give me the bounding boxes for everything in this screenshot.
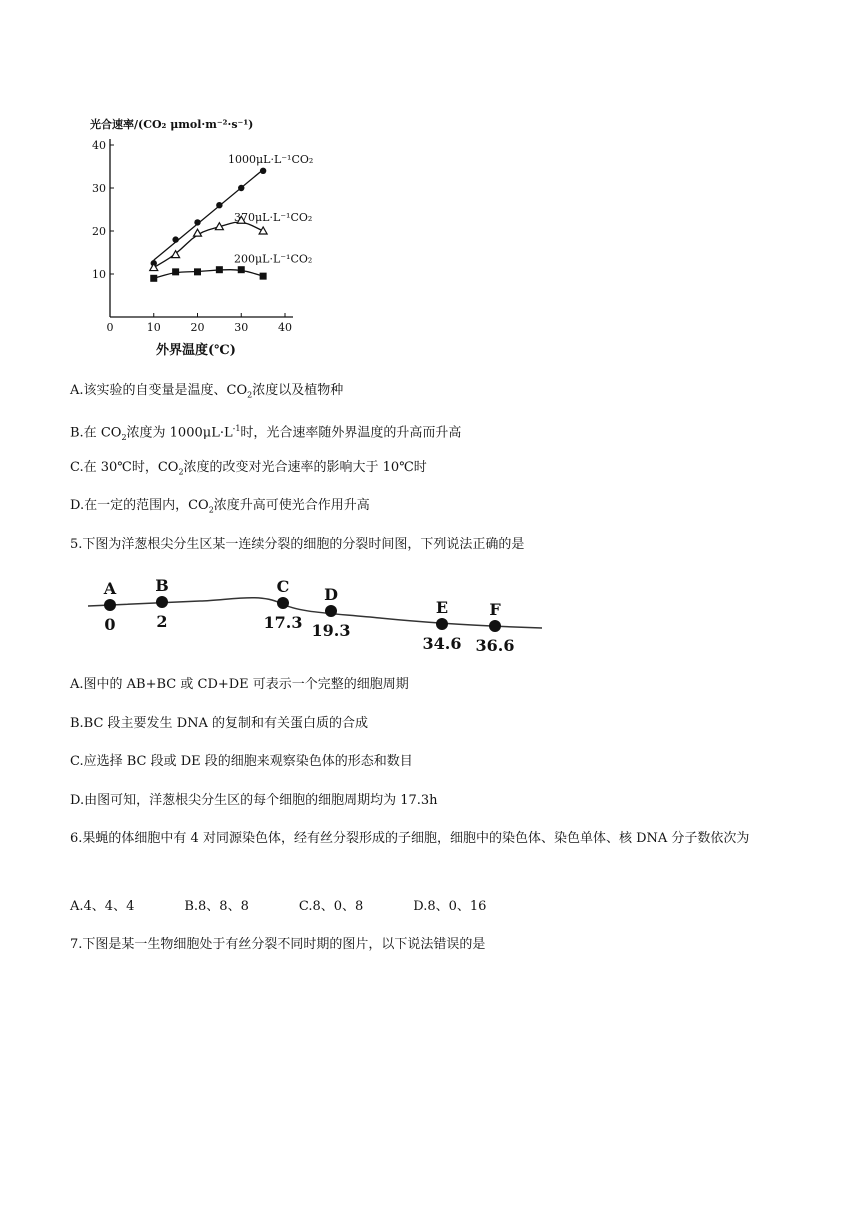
timeline-points	[103, 576, 515, 655]
timeline-dot	[489, 620, 501, 632]
timeline-point-A	[103, 579, 117, 634]
y-tick-label: 40	[92, 139, 106, 152]
q4-option-b: B.在 $CO_2$浓度为 $1000\mu L\cdot L^{-1}$时，光合速率随外界温度的升高而升高	[70, 424, 462, 442]
series-label: 1000μL·L⁻¹CO₂	[228, 152, 314, 166]
data-point	[238, 266, 245, 273]
x-tick-label: 10	[146, 321, 161, 334]
series-label: 370μL·L⁻¹CO₂	[234, 210, 313, 224]
q6-options	[70, 898, 536, 916]
q4-option-a: A.该实验的自变量是温度、$CO_2$浓度以及植物种	[70, 383, 344, 400]
x-tick-label: 30	[234, 321, 249, 334]
x-tick-label: 0	[106, 321, 114, 334]
data-point	[150, 275, 157, 282]
q4-option-d: D.在一定的范围内，$CO_2$浓度升高可使光合作用升高	[70, 498, 370, 515]
timeline-letter: A	[103, 579, 117, 598]
series-circle	[151, 153, 314, 267]
q5-option-c: C.应选择 BC 段或 DE 段的细胞来观察染色体的形态和数目	[70, 754, 413, 769]
y-tick-label: 20	[92, 225, 106, 238]
timeline-dot	[156, 596, 168, 608]
timeline-dot	[325, 605, 337, 617]
q5-option-a: A.图中的 AB+BC 或 CD+DE 可表示一个完整的细胞周期	[70, 677, 409, 692]
data-point	[194, 219, 200, 225]
cell-cycle-timeline	[80, 568, 550, 660]
chart-series	[150, 153, 314, 282]
timeline-letter: E	[435, 598, 449, 617]
timeline-value: 0	[104, 615, 116, 634]
q4-option-c: C.在 30℃时，$CO_2$浓度的改变对光合速率的影响大于 10℃时	[70, 460, 427, 477]
timeline-letter: C	[276, 577, 290, 596]
data-point	[172, 268, 179, 275]
q6-option-b: B.8、8、8	[184, 899, 249, 914]
series-line	[154, 270, 263, 279]
q7-stem: 7.下图是某一生物细胞处于有丝分裂不同时期的图片，以下说法错误的是	[70, 937, 486, 952]
q5-option-d: D.由图可知，洋葱根尖分生区的每个细胞的细胞周期均为 17.3h	[70, 793, 438, 808]
timeline-letter: D	[324, 585, 338, 604]
data-point	[260, 273, 267, 280]
timeline-dot	[104, 599, 116, 611]
x-axis-label: 外界温度(℃)	[156, 343, 236, 358]
timeline-value: 34.6	[422, 634, 462, 653]
q6-stem: 6.果蝇的体细胞中有 4 对同源染色体，经有丝分裂形成的子细胞，细胞中的染色体、染色单体、核 DNA 分子数依次为	[70, 831, 750, 846]
y-tick-label: 30	[92, 182, 106, 195]
data-point	[194, 268, 201, 275]
timeline-letter: B	[155, 576, 169, 595]
y-tick-label: 10	[92, 268, 106, 281]
timeline-value: 17.3	[263, 613, 303, 632]
q6-option-a: A.4、4、4	[70, 899, 135, 914]
timeline-value: 19.3	[311, 621, 351, 640]
x-tick-label: 20	[190, 321, 205, 334]
timeline-point-E	[423, 598, 462, 653]
q5-stem: 5.下图为洋葱根尖分生区某一连续分裂的细胞的分裂时间图，下列说法正确的是	[70, 537, 525, 552]
data-point	[216, 266, 223, 273]
timeline-value: 36.6	[475, 636, 515, 655]
timeline-dot	[277, 597, 289, 609]
timeline-letter: F	[489, 600, 501, 619]
q6-option-c: C.8、0、8	[298, 899, 364, 914]
data-point	[216, 202, 222, 208]
timeline-point-C	[264, 577, 303, 632]
data-point	[238, 185, 244, 191]
series-label: 200μL·L⁻¹CO₂	[234, 252, 313, 266]
y-axis-label: 光合速率/(CO₂ μmol·m⁻²·s⁻¹)	[90, 118, 254, 131]
timeline-dot	[436, 618, 448, 630]
timeline-point-B	[155, 576, 169, 631]
q5-option-b: B.BC 段主要发生 DNA 的复制和有关蛋白质的合成	[70, 716, 369, 731]
photosynthesis-rate-chart	[88, 112, 348, 362]
x-tick-label: 40	[278, 321, 292, 334]
data-point	[260, 168, 266, 174]
timeline-value: 2	[156, 612, 168, 631]
q6-option-d: D.8、0、16	[413, 899, 487, 914]
data-point	[259, 227, 267, 234]
data-point	[172, 236, 178, 242]
